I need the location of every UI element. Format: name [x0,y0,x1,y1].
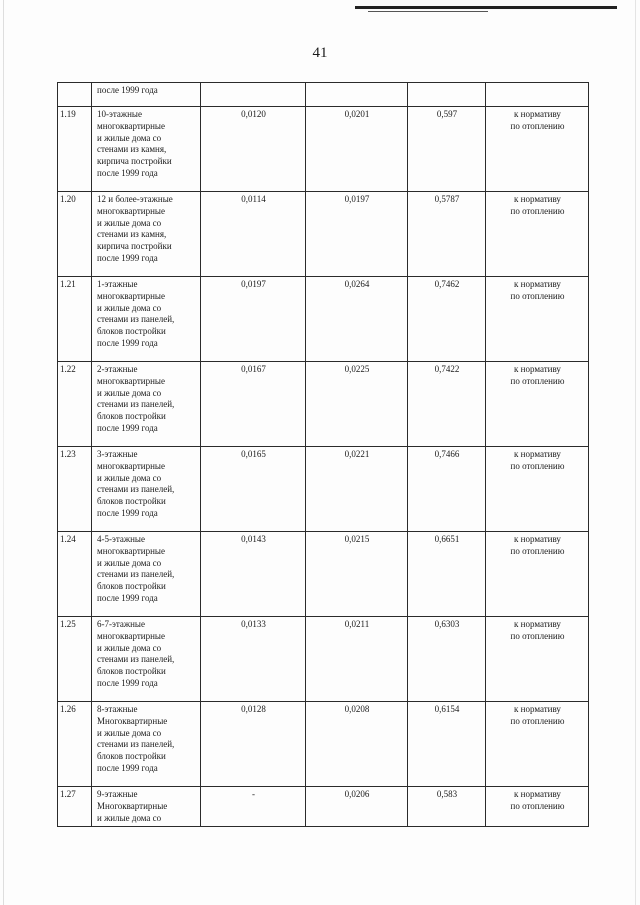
row-note-cell-line: к нормативу [514,619,561,629]
table-row [58,277,589,362]
row-value-2-cell: 0,0201 [306,107,408,192]
row-description-cell-line: после 1999 года [97,337,158,348]
row-description-cell [92,107,201,192]
row-note-cell-line: к нормативу [514,279,561,289]
row-value-1-cell [201,83,306,107]
row-note-cell-line: по отоплению [510,375,565,386]
row-number-cell: 1.24 [58,532,92,617]
row-note-cell [486,107,589,192]
row-description-cell-line: после 1999 года [97,507,158,518]
row-description-cell-line: после 1999 года [97,592,158,603]
row-note-cell [486,787,589,827]
row-number-cell [58,83,92,107]
row-description-cell-line: многоквартирные [97,375,165,386]
row-description-cell-line: и жилые дома со [97,472,162,483]
table-body [58,83,589,827]
row-note-cell-line: к нормативу [514,194,561,204]
row-number-cell: 1.21 [58,277,92,362]
row-number-cell: 1.19 [58,107,92,192]
row-note-cell-line: к нормативу [514,449,561,459]
row-description-cell-line: блоков постройки [97,496,166,507]
row-value-2-cell: 0,0264 [306,277,408,362]
row-number-cell: 1.25 [58,617,92,702]
row-description-cell-line: 10-этажные [97,109,142,119]
row-note-cell [486,617,589,702]
row-value-2-cell [306,83,408,107]
row-description-cell-line: после 1999 года [97,762,158,773]
row-description-cell-line: 2-этажные [97,364,138,374]
table-row [58,362,589,447]
row-description-cell-line: стенами из панелей, [97,484,175,495]
row-value-3-cell: 0,5787 [408,192,486,277]
row-value-1-cell: 0,0167 [201,362,306,447]
row-note-cell [486,83,589,107]
row-description-cell [92,787,201,827]
row-description-cell-line: стенами из камня, [97,229,167,240]
row-description-cell-line: многоквартирные [97,290,165,301]
row-description-cell-line: стенами из панелей, [97,654,175,665]
row-note-cell-line: к нормативу [514,704,561,714]
row-value-3-cell: 0,6154 [408,702,486,787]
row-description-cell [92,192,201,277]
row-description-cell-line: стенами из панелей, [97,739,175,750]
table-row [58,447,589,532]
row-description-cell-line: 6-7-этажные [97,619,145,629]
row-value-3-cell: 0,583 [408,787,486,827]
row-description-cell-line: после 1999 года [97,167,158,178]
row-description-cell-line: кирпича постройки [97,156,172,167]
row-value-3-cell: 0,7462 [408,277,486,362]
row-note-cell [486,447,589,532]
row-description-cell-line: блоков постройки [97,581,166,592]
row-description-cell [92,447,201,532]
row-description-cell [92,532,201,617]
row-description-cell-line: и жилые дома со [97,727,162,738]
row-description-cell-line: после 1999 года [97,677,158,688]
row-value-1-cell: 0,0143 [201,532,306,617]
row-description-cell-line: многоквартирные [97,545,165,556]
row-description-cell-line: 4-5-этажные [97,534,145,544]
row-note-cell [486,362,589,447]
row-description-cell-line: и жилые дома со [97,132,162,143]
row-description-cell-line: блоков постройки [97,326,166,337]
scan-edge-right [635,0,636,905]
row-note-cell-line: по отоплению [510,715,565,726]
header-rule-thin [368,11,488,12]
row-number-cell: 1.27 [58,787,92,827]
table-row [58,107,589,192]
row-description-cell-line: и жилые дома со [97,387,162,398]
row-description-cell-line: после 1999 года [97,422,158,433]
row-note-cell-line: по отоплению [510,630,565,641]
row-description-cell-line: после 1999 года [97,85,158,95]
row-value-1-cell: 0,0197 [201,277,306,362]
row-description-cell-line: и жилые дома со [97,642,162,653]
row-number-cell: 1.23 [58,447,92,532]
row-description-cell [92,83,201,107]
row-description-cell [92,702,201,787]
row-number-cell: 1.20 [58,192,92,277]
row-description-cell-line: после 1999 года [97,252,158,263]
row-value-2-cell: 0,0225 [306,362,408,447]
row-value-3-cell: 0,7422 [408,362,486,447]
row-description-cell-line: 1-этажные [97,279,138,289]
row-description-cell-line: стенами из камня, [97,144,167,155]
row-value-3-cell [408,83,486,107]
row-value-3-cell: 0,597 [408,107,486,192]
row-value-2-cell: 0,0206 [306,787,408,827]
row-value-1-cell: 0,0128 [201,702,306,787]
page-number: 41 [312,45,328,61]
row-note-cell-line: к нормативу [514,789,561,799]
table-row [58,83,589,107]
row-description-cell-line: стенами из панелей, [97,399,175,410]
scan-edge-left [3,0,4,905]
row-description-cell-line: Многоквартирные [97,715,168,726]
row-description-cell-line: и жилые дома со [97,217,162,228]
row-value-2-cell: 0,0215 [306,532,408,617]
table-row [58,617,589,702]
row-note-cell [486,532,589,617]
row-note-cell [486,702,589,787]
row-value-2-cell: 0,0208 [306,702,408,787]
row-description-cell-line: блоков постройки [97,751,166,762]
row-description-cell-line: кирпича постройки [97,241,172,252]
row-note-cell-line: к нормативу [514,364,561,374]
row-value-3-cell: 0,6303 [408,617,486,702]
row-value-1-cell: 0,0165 [201,447,306,532]
row-note-cell-line: к нормативу [514,534,561,544]
row-value-1-cell: - [201,787,306,827]
row-note-cell-line: к нормативу [514,109,561,119]
row-description-cell-line: стенами из панелей, [97,569,175,580]
row-value-1-cell: 0,0114 [201,192,306,277]
row-value-1-cell: 0,0120 [201,107,306,192]
row-description-cell-line: многоквартирные [97,460,165,471]
row-description-cell-line: и жилые дома со [97,812,162,823]
row-note-cell-line: по отоплению [510,800,565,811]
row-note-cell-line: по отоплению [510,205,565,216]
row-description-cell-line: стенами из панелей, [97,314,175,325]
row-description-cell-line: 9-этажные [97,789,138,799]
row-value-2-cell: 0,0211 [306,617,408,702]
row-description-cell-line: блоков постройки [97,411,166,422]
table-row [58,192,589,277]
row-description-cell [92,617,201,702]
row-note-cell-line: по отоплению [510,545,565,556]
row-note-cell-line: по отоплению [510,290,565,301]
table-row [58,702,589,787]
row-note-cell-line: по отоплению [510,120,565,131]
row-value-2-cell: 0,0221 [306,447,408,532]
header-rule [355,6,617,9]
table-row [58,532,589,617]
row-note-cell-line: по отоплению [510,460,565,471]
row-note-cell [486,192,589,277]
row-description-cell-line: Многоквартирные [97,800,168,811]
coefficients-table [57,82,589,827]
row-description-cell-line: многоквартирные [97,630,165,641]
row-description-cell-line: 3-этажные [97,449,138,459]
row-description-cell [92,277,201,362]
row-value-2-cell: 0,0197 [306,192,408,277]
row-description-cell-line: 12 и более-этажные [97,194,173,204]
row-number-cell: 1.26 [58,702,92,787]
row-description-cell [92,362,201,447]
table-row [58,787,589,827]
row-description-cell-line: многоквартирные [97,120,165,131]
row-value-3-cell: 0,7466 [408,447,486,532]
row-description-cell-line: и жилые дома со [97,302,162,313]
row-number-cell: 1.22 [58,362,92,447]
row-description-cell-line: блоков постройки [97,666,166,677]
row-value-1-cell: 0,0133 [201,617,306,702]
row-description-cell-line: 8-этажные [97,704,138,714]
row-description-cell-line: многоквартирные [97,205,165,216]
row-note-cell [486,277,589,362]
row-value-3-cell: 0,6651 [408,532,486,617]
row-description-cell-line: и жилые дома со [97,557,162,568]
